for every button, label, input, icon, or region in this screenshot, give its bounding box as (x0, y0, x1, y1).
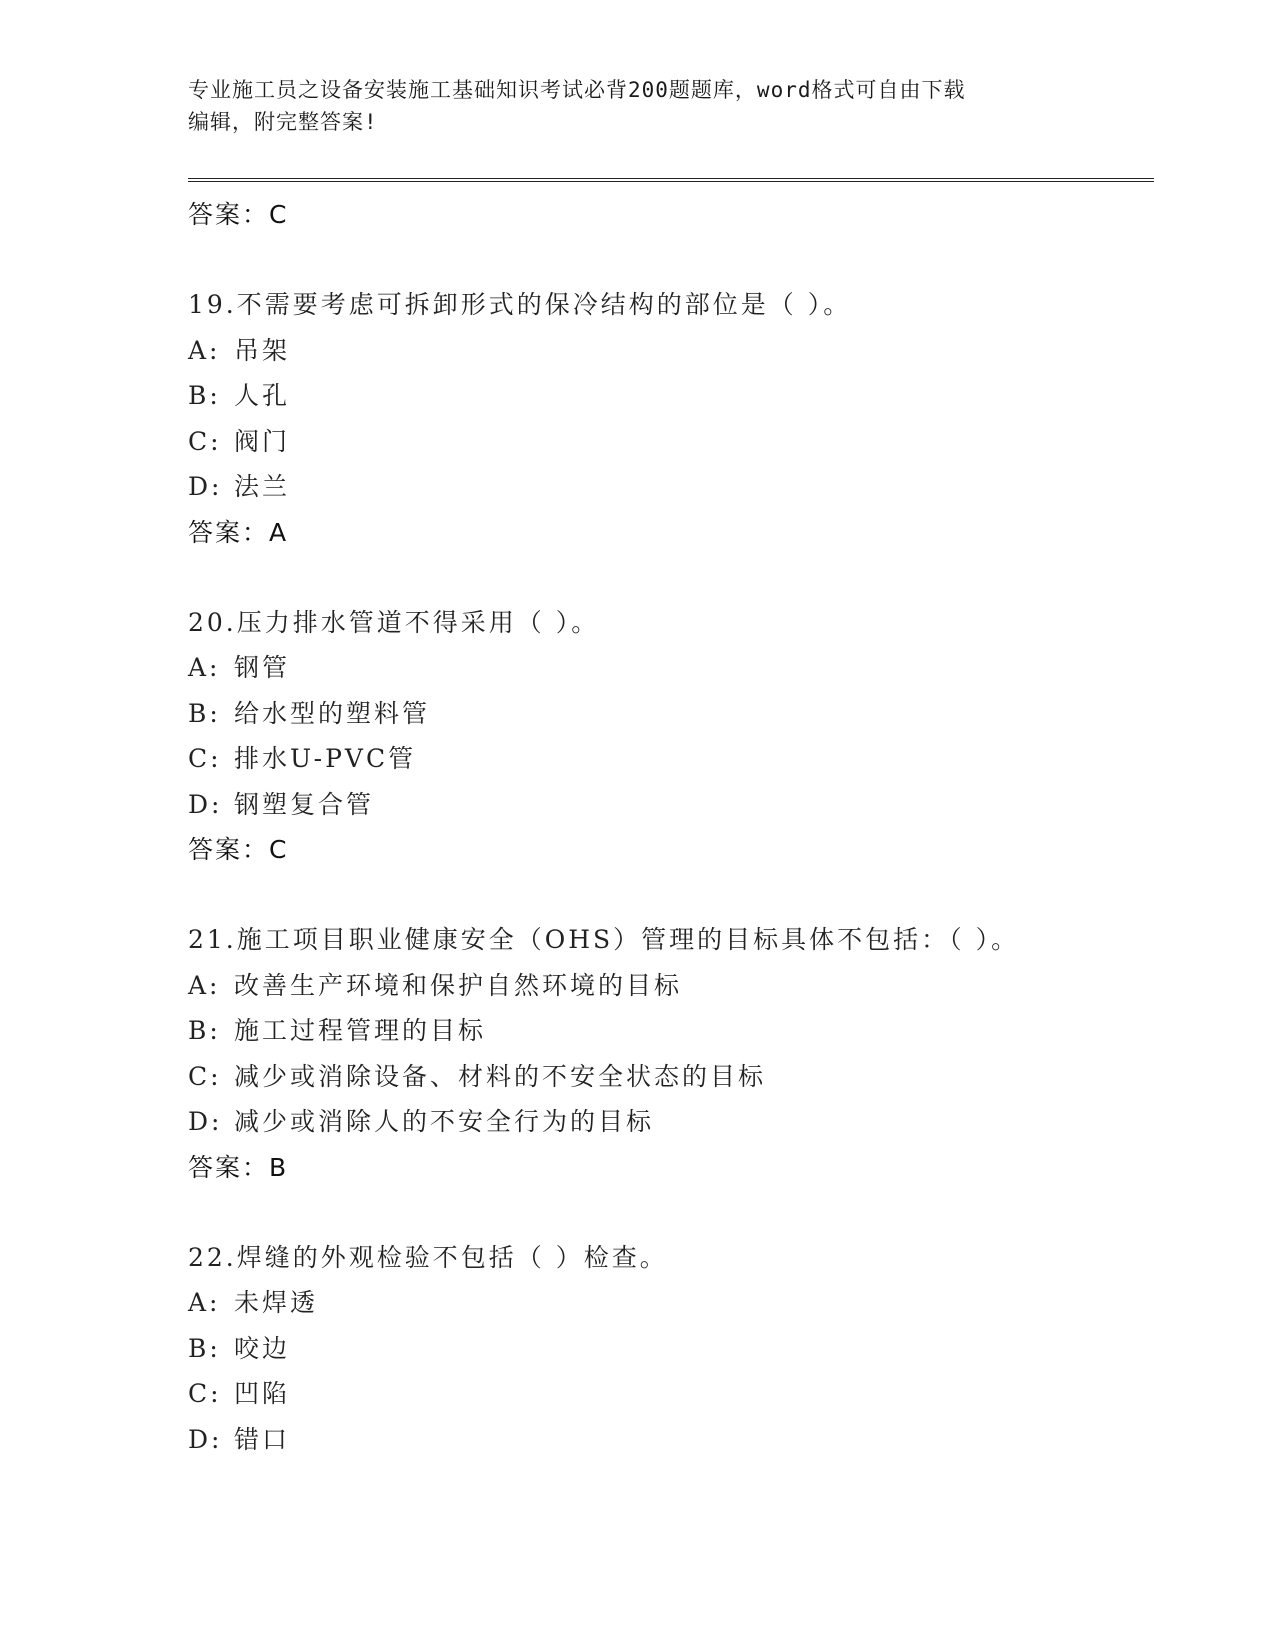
option-text: 钢管 (234, 653, 291, 682)
option-text: 未焊透 (234, 1288, 319, 1317)
option-text: 钢塑复合管 (234, 789, 375, 819)
option-c (188, 1054, 1154, 1100)
option-b (188, 691, 1154, 737)
option-key: A: (188, 335, 221, 365)
option-text: 咬边 (234, 1333, 291, 1363)
option-b (188, 1326, 1154, 1372)
option-key: A: (188, 653, 221, 682)
option-text: 施工过程管理的目标 (234, 1016, 487, 1045)
question-block (188, 917, 1154, 1191)
question-stem: 21.施工项目职业健康安全（OHS）管理的目标具体不包括：（ ）。 (188, 925, 1020, 954)
option-key: D: (188, 472, 223, 501)
option-key: B: (188, 698, 221, 728)
option-b (188, 1008, 1154, 1054)
header-line-2: 编辑，附完整答案! (188, 110, 378, 134)
question-block (188, 1235, 1154, 1463)
option-key: B: (188, 381, 221, 410)
option-d (188, 782, 1154, 828)
header-line-1: 专业施工员之设备安装施工基础知识考试必背200题题库，word格式可自由下载 (188, 78, 966, 102)
option-key: C: (188, 744, 222, 773)
option-text: 给水型的塑料管 (234, 698, 431, 728)
option-text: 法兰 (234, 472, 291, 501)
option-key: A: (188, 970, 221, 1000)
question-stem: 20.压力排水管道不得采用（ ）。 (188, 607, 600, 637)
option-key: B: (188, 1333, 221, 1363)
option-key: B: (188, 1016, 221, 1045)
option-d (188, 1099, 1154, 1145)
option-text: 人孔 (234, 381, 291, 410)
option-d (188, 1417, 1154, 1463)
option-a (188, 963, 1154, 1009)
option-text: 减少或消除人的不安全行为的目标 (234, 1107, 655, 1136)
question-block (188, 282, 1154, 556)
option-key: D: (188, 1107, 223, 1136)
question-block (188, 600, 1154, 874)
answer-label: 答案：B (188, 1152, 289, 1182)
option-d (188, 464, 1154, 510)
option-key: C: (188, 1379, 222, 1408)
answer-label: 答案：C (188, 200, 289, 229)
option-c (188, 1371, 1154, 1417)
option-a (188, 645, 1154, 691)
answer-label: 答案：C (188, 835, 289, 864)
option-key: C: (188, 1061, 222, 1091)
option-text: 阀门 (234, 426, 291, 456)
option-a (188, 1280, 1154, 1326)
option-text: 凹陷 (234, 1379, 291, 1408)
page-header (188, 74, 1068, 138)
option-text: 改善生产环境和保护自然环境的目标 (234, 970, 683, 1000)
option-c (188, 736, 1154, 782)
header-divider (188, 178, 1154, 182)
option-text: 错口 (234, 1424, 291, 1454)
option-text: 排水U-PVC管 (234, 744, 417, 773)
option-a (188, 328, 1154, 374)
question-stem: 19.不需要考虑可拆卸形式的保冷结构的部位是（ ）。 (188, 290, 852, 319)
option-c (188, 419, 1154, 465)
option-b (188, 373, 1154, 419)
answer-label: 答案：A (188, 517, 289, 547)
option-key: A: (188, 1288, 221, 1317)
question-list (188, 192, 1154, 1462)
question-stem: 22.焊缝的外观检验不包括（ ）检查。 (188, 1242, 668, 1272)
option-text: 吊架 (234, 335, 291, 365)
option-key: D: (188, 1424, 223, 1454)
option-key: D: (188, 789, 223, 819)
option-text: 减少或消除设备、材料的不安全状态的目标 (234, 1061, 767, 1091)
option-key: C: (188, 426, 222, 456)
